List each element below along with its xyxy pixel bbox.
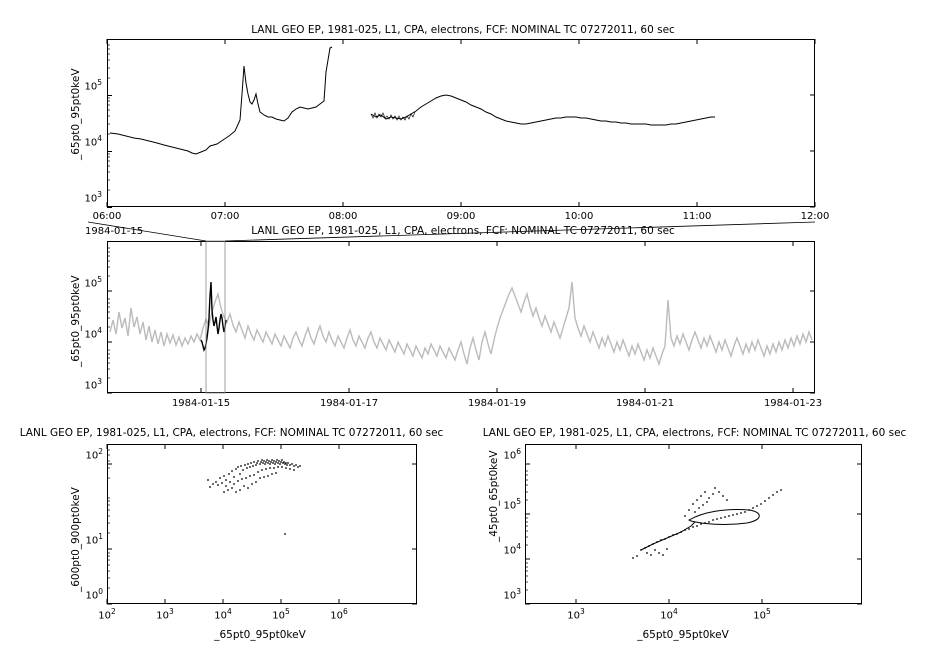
br-ytick-1e5: $10^5$ — [503, 497, 521, 512]
br-ytick-1e6: $10^6$ — [503, 447, 521, 462]
br-xtick-1e5: $10^5$ — [753, 607, 771, 622]
bl-xtick-1e2: $10^2$ — [98, 607, 116, 622]
middle-xtick-0117: 1984-01-17 — [319, 398, 379, 409]
top-panel-ylabel: _65pt0_95pt0keV — [70, 68, 82, 160]
bottom-left-data — [0, 422, 463, 647]
middle-panel-title: LANL GEO EP, 1981-025, L1, CPA, electrons, FCF: NOMINAL TC 07272011, 60 sec — [251, 225, 675, 237]
top-panel — [0, 0, 926, 237]
middle-xtick-0115: 1984-01-15 — [171, 398, 231, 409]
bottom-left-title: LANL GEO EP, 1981-025, L1, CPA, electrons, FCF: NOMINAL TC 07272011, 60 sec — [19, 427, 444, 439]
bottom-right-panel — [463, 422, 926, 647]
top-xtick-0900: 09:00 — [446, 211, 476, 222]
bl-xtick-1e3: $10^3$ — [156, 607, 174, 622]
bottom-right-data — [463, 422, 926, 647]
middle-ytick-1e4: $10^4$ — [84, 326, 102, 341]
br-ytick-1e4: $10^4$ — [503, 542, 521, 557]
middle-panel-data — [0, 222, 926, 422]
top-ytick-1e4: $10^4$ — [84, 134, 102, 149]
bottom-right-ylabel: _45pt0_65pt0keV — [488, 450, 500, 542]
bl-xtick-1e4: $10^4$ — [214, 607, 232, 622]
top-ytick-1e3: $10^3$ — [84, 190, 102, 205]
middle-ytick-1e3: $10^3$ — [84, 377, 102, 392]
br-xtick-1e4: $10^4$ — [660, 607, 678, 622]
middle-panel-ylabel: _65pt0_95pt0keV — [70, 275, 82, 367]
top-panel-data — [0, 0, 926, 230]
top-panel-date-label: 1984-01-15 — [85, 226, 144, 237]
middle-xtick-0119: 1984-01-19 — [467, 398, 527, 409]
bottom-left-ylabel: _600pt0_900pt0keV — [70, 487, 82, 592]
bottom-left-xlabel: _65pt0_95pt0keV — [214, 629, 306, 641]
bottom-right-title: LANL GEO EP, 1981-025, L1, CPA, electrons, FCF: NOMINAL TC 07272011, 60 sec — [482, 427, 907, 439]
top-xtick-1200: 12:00 — [800, 211, 830, 222]
middle-ytick-1e5: $10^5$ — [84, 275, 102, 290]
bl-ytick-1e0: $10^0$ — [85, 587, 103, 602]
bl-xtick-1e5: $10^5$ — [272, 607, 290, 622]
top-xtick-0700: 07:00 — [210, 211, 240, 222]
middle-panel — [0, 222, 926, 422]
top-panel-title: LANL GEO EP, 1981-025, L1, CPA, electrons, FCF: NOMINAL TC 07272011, 60 sec — [251, 24, 675, 36]
br-xtick-1e3: $10^3$ — [567, 607, 585, 622]
middle-xtick-0121: 1984-01-21 — [615, 398, 675, 409]
top-ytick-1e5: $10^5$ — [84, 78, 102, 93]
bl-ytick-1e2: $10^2$ — [85, 447, 103, 462]
bl-ytick-1e1: $10^1$ — [85, 532, 103, 547]
zoom-connector-lines — [0, 210, 926, 240]
bottom-right-xlabel: _65pt0_95pt0keV — [637, 629, 729, 641]
top-xtick-1000: 10:00 — [564, 211, 594, 222]
middle-xtick-0123: 1984-01-23 — [763, 398, 823, 409]
bottom-left-panel — [0, 422, 463, 647]
br-ytick-1e3: $10^3$ — [503, 587, 521, 602]
top-xtick-1100: 11:00 — [682, 211, 712, 222]
top-xtick-0600: 06:00 — [92, 211, 122, 222]
top-xtick-0800: 08:00 — [328, 211, 358, 222]
bl-xtick-1e6: $10^6$ — [330, 607, 348, 622]
